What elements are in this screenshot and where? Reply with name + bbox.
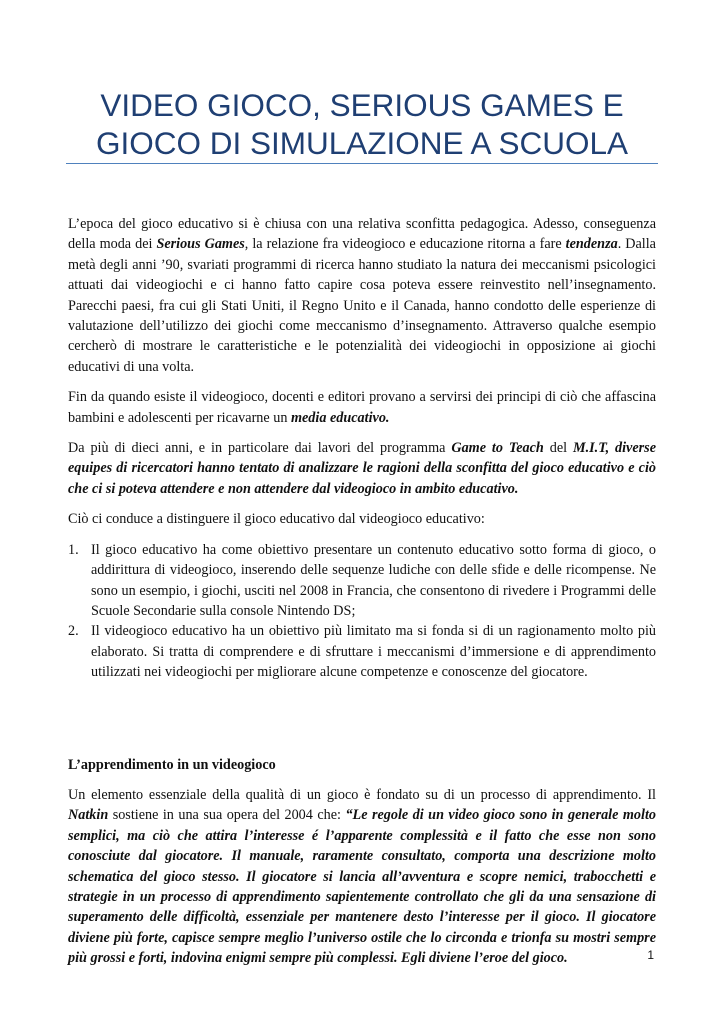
- numbered-list: [68, 540, 656, 683]
- term-game-to-teach: Game to Teach: [451, 440, 544, 457]
- term-mit: M.I.T: [572, 440, 606, 457]
- term-tendenza: tendenza: [565, 236, 618, 253]
- list-item: 2. Il videogioco educativo ha un obiettivo più limitato ma si fonda si di un ragionamento molto più elaborato. Si tratta di comprendere e di sfruttare i meccanismi d’immersione e di apprendimento utilizzati nei videogiochi per migliorare alcune competenze e conoscenze del giocatore.: [68, 623, 656, 681]
- document-body: [68, 214, 656, 979]
- document-title: VIDEO GIOCO, SERIOUS GAMES E GIOCO DI SIMULAZIONE A SCUOLA: [95, 87, 629, 161]
- title-underline: [66, 163, 658, 164]
- paragraph-intro: L’epoca del gioco educativo si è chiusa con una relativa sconfitta pedagogica. Adesso, conseguenza della moda dei Serious Games, la relazione fra videogioco e educazione ritorna a fare tendenza. Dalla metà degli anni ’90, svariati programmi di ricerca hanno studiato la natura dei meccanismi psicologici attuati dai videogiochi e ci hanno fatto capire cosa poteva essere reinvestito nell’insegnamento. Parecchi paesi, fra cui gli Stati Uniti, il Regno Unito e il Canada, hanno condotto delle esperienze di valutazione dell’utilizzo dei giochi come meccanismo d’insegnamento. Attraverso qualche esempio cercherò di mostrare le caratteristiche e le potenzialità dei videogiochi in opposizione ai giochi educativi di una volta.: [68, 216, 656, 375]
- list-item: 1. Il gioco educativo ha come obiettivo presentare un contenuto educativo sotto forma di gioco, o addirittura di videogioco, inserendo delle sequenze ludiche con delle sfide e delle ricompense. Ne sono un esempio, i giochi, usciti nel 2008 in Francia, che consentono di rivedere i Programmi delle Scuole Secondarie sulla console Nintendo DS;: [68, 541, 656, 619]
- paragraph-media: Fin da quando esiste il videogioco, docenti e editori provano a servirsi dei principi di ciò che affascina bambini e adolescenti per ricavarne un media educativo.: [68, 389, 656, 426]
- page-number: 1: [647, 948, 654, 962]
- paragraph-game-to-teach: Da più di dieci anni, e in particolare dai lavori del programma Game to Teach del M.I.T, diverse equipes di ricercatori hanno tentato di analizzare le ragioni della sconfitta del gioco educativo e ciò che ci si poteva attendere e non attendere dal videogioco in ambito educativo.: [68, 440, 656, 497]
- paragraph-distinction: Ciò ci conduce a distinguere il gioco educativo dal videogioco educativo:: [68, 511, 485, 528]
- paragraph-natkin: Un elemento essenziale della qualità di un gioco è fondato su di un processo di apprendimento. Il Natkin sostiene in una sua opera del 2004 che: “Le regole di un video gioco sono in generale molto semplici, ma ciò che attira l’interesse é l’apparente complessità e il fatto che esse non sono conosciute dal giocatore. Il manuale, raramente consultato, comporta una descrizione molto schematica del gioco stesso. Il giocatore si lancia all’avventura e scopre nemici, trabocchetti e strategie in un processo di apprendimento sapientemente controllato che gli da una sensazione di superamento delle difficoltà, essenziale per mantenere desto l’interesse per il gioco. Il giocatore diviene più forte, capisce sempre meglio l’universo ostile che lo circonda e trionfa su mostri sempre più grossi e forti, indovina enigmi sempre più complessi. Egli diviene l’eroe del gioco.: [68, 786, 656, 967]
- term-media-educativo: media educativo.: [290, 409, 390, 426]
- term-natkin: Natkin: [68, 807, 109, 824]
- natkin-quote: “Le regole di un video gioco sono in generale molto semplici, ma ciò che attira l’interesse é l’apparente complessità e il fatto che esse non sono conosciute dal giocatore. Il manuale, raramente consultato, comporta una descrizione molto schematica del gioco stesso. Il giocatore si lancia all’avventura e scopre nemici, trabocchetti e strategie in un processo di apprendimento sapientemente controllato che gli da una sensazione di superamento delle difficoltà, essenziale per mantenere desto l’interesse per il gioco. Il giocatore diviene più forte, capisce sempre meglio l’universo ostile che lo circonda e trionfa su mostri sempre più grossi e forti, indovina enigmi sempre più complessi. Egli diviene l’eroe del gioco.: [68, 807, 656, 967]
- section-heading: L’apprendimento in un videogioco: [68, 756, 276, 773]
- term-serious-games: Serious Games: [156, 236, 245, 253]
